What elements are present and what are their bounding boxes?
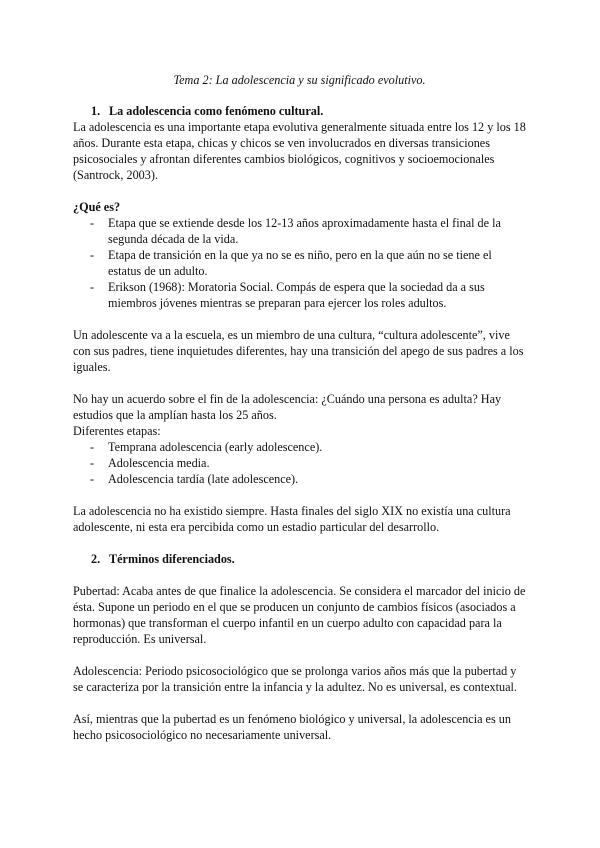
list-item: - Temprana adolescencia (early adolescence).: [73, 439, 526, 455]
document-title: Tema 2: La adolescencia y su significado evolutivo.: [173, 73, 426, 87]
list-item: - Etapa que se extiende desde los 12-13 años aproximadamente hasta el final de la segunda década de la vida.: [73, 215, 526, 247]
pubertad-paragraph: Pubertad: Acaba antes de que finalice la adolescencia. Se considera el marcador del inicio de ésta. Supone un periodo en el que se producen un conjunto de cambios físicos (asociados a hormonas) que transforman el cuerpo infantil en un cuerpo adulto con capacidad para la reproducción. Es universal.: [73, 584, 526, 646]
list-item: - Adolescencia tardía (late adolescence).: [73, 471, 526, 487]
etapas-list: [73, 439, 526, 487]
section-2-number: 2.: [91, 552, 101, 566]
adolescencia-paragraph: Adolescencia: Periodo psicosociológico que se prolonga varios años más que la pubertad y se caracteriza por la transición entre la infancia y la adultez. No es universal, es contextual.: [73, 664, 517, 694]
asi-paragraph: Así, mientras que la pubertad es un fenómeno biológico y universal, la adolescencia es un hecho psicosociológico no necesariamente universal.: [73, 712, 511, 742]
section-1-heading: [73, 103, 526, 119]
etapas-label: Diferentes etapas:: [73, 424, 161, 438]
list-item: - Adolescencia media.: [73, 455, 526, 471]
section-1-heading-text: La adolescencia como fenómeno cultural.: [109, 104, 324, 118]
list-item: - Etapa de transición en la que ya no se es niño, pero en la que aún no se tiene el estatus de un adulto.: [73, 247, 526, 279]
que-es-heading: ¿Qué es?: [73, 200, 121, 214]
acuerdo-paragraph: No hay un acuerdo sobre el fin de la adolescencia: ¿Cuándo una persona es adulta? Hay estudios que la amplían hasta los 25 años.: [73, 392, 502, 422]
escuela-paragraph: Un adolescente va a la escuela, es un miembro de una cultura, “cultura adolescente”, vive con sus padres, tiene inquietudes diferentes, hay una transición del apego de sus padres a los iguales.: [73, 328, 524, 374]
historia-paragraph: La adolescencia no ha existido siempre. Hasta finales del siglo XIX no existía una cultura adolescente, ni esta era percibida como un estadio particular del desarrollo.: [73, 504, 511, 534]
section-2-heading: [73, 551, 526, 567]
section-2-heading-text: Términos diferenciados.: [109, 552, 235, 566]
intro-paragraph: La adolescencia es una importante etapa evolutiva generalmente situada entre los 12 y los 18 años. Durante esta etapa, chicas y chicos se ven involucrados en diversas transiciones psicosociales y afrontan diferentes cambios biológicos, cognitivos y socioemocionales (Santrock, 2003).: [73, 120, 526, 182]
section-1-number: 1.: [91, 104, 101, 118]
que-es-list: [73, 215, 526, 311]
list-item: - Erikson (1968): Moratoria Social. Compás de espera que la sociedad da a sus miembros jóvenes mientras se preparan para ejercer los roles adultos.: [73, 279, 526, 311]
